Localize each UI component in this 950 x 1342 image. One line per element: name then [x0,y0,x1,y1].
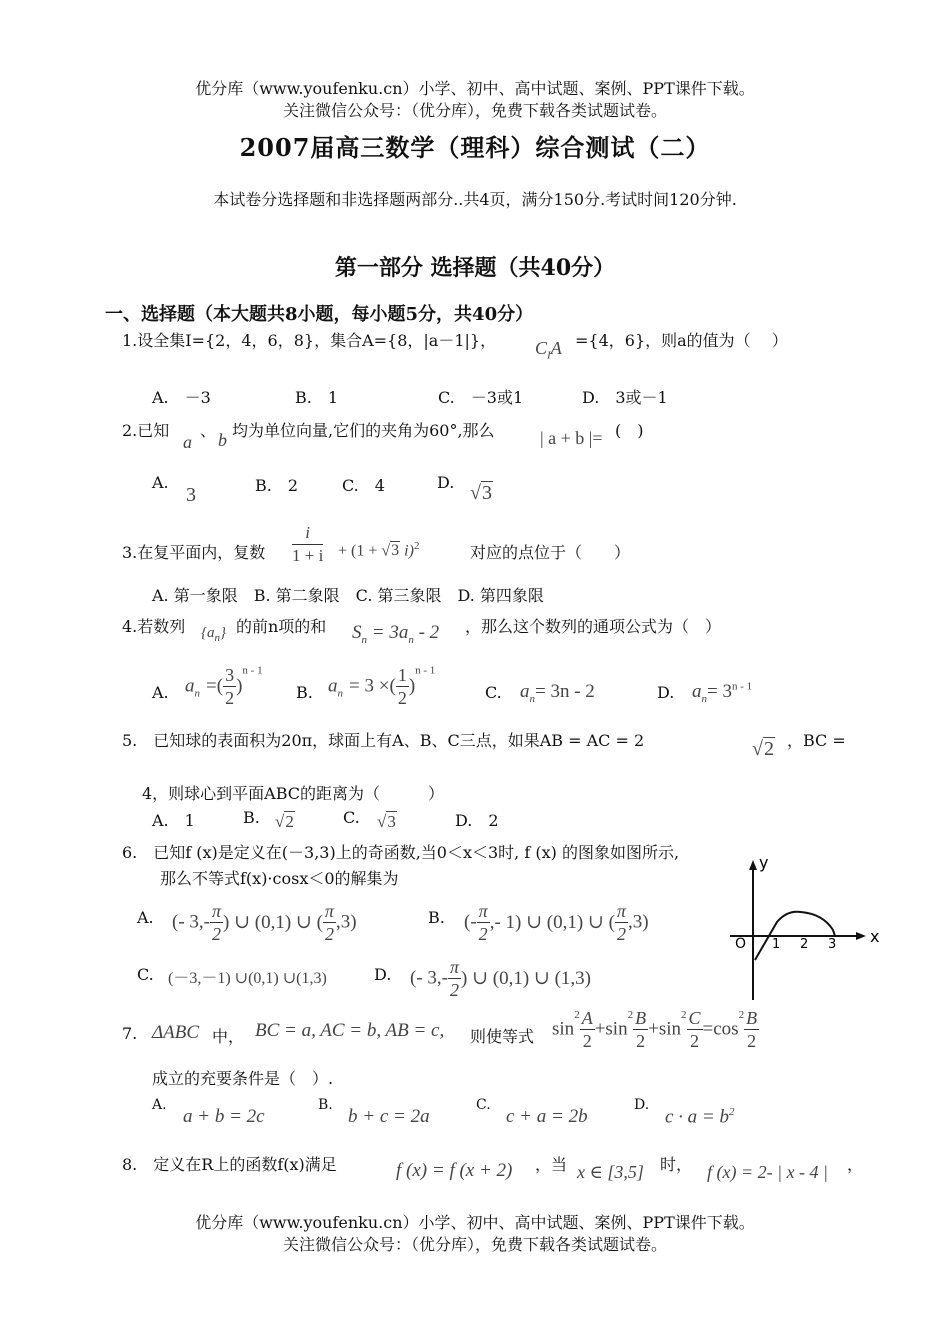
q5-option-a: A. 1 [152,811,195,830]
q7-conditions: BC = a, AC = b, AB = c, [255,1020,445,1041]
q2-expression: | a + b |= [540,428,603,448]
q1-option-a: A. －3 [152,388,211,407]
q6-option-b-label: B. [428,908,445,927]
q3-expression: + (1 + √3 i)$^2$ [338,540,420,560]
q5-option-d: D. 2 [455,811,499,830]
y-axis-arrow [749,860,757,870]
q5-line-2: 4，则球心到平面ABC的距离为（ ） [142,784,445,803]
q8-stem-start: 8. 定义在R上的函数f(x)满足 [122,1155,337,1174]
q7-option-c: c + a = 2b [506,1106,588,1127]
q6-option-a-label: A. [137,908,154,927]
tick-label-2: 2 [800,937,809,952]
q3-fraction: $\frac{i}{1 + i}$ [292,523,324,565]
q4-stem-start: 4.若数列 [122,617,186,636]
q4-option-a: $a_n$ =( $\frac{3}{2}$ )$^{n - 1}$ [185,664,263,708]
q2-stem-start: 2.已知 [122,421,170,440]
q2-option-b: B. 2 [255,476,299,495]
x-label: x [870,927,880,946]
question-1 [122,328,496,351]
q6-line-2: 那么不等式f(x)·cosx＜0的解集为 [160,869,399,888]
q7-option-a: a + b = 2c [183,1106,265,1127]
q2-option-c: C. 4 [342,476,385,495]
q4-option-a-label: A. [152,683,169,702]
q7-zhong: 中， [212,1027,245,1046]
footer-line-2: 关注微信公众号：（优分库），免费下载各类试题试卷。 [282,1235,667,1254]
q4-option-d-label: D. [657,683,675,702]
q6-option-d: (- 3,- $\frac{\pi}{2}$ ) ∪ (0,1) ∪ (1,3) [410,957,591,1000]
q4-sum-formula: $S_n = 3a_n - 2$ [352,622,440,646]
q6-option-a: (- 3,- $\frac{\pi}{2}$ ) ∪ (0,1) ∪ ( $\frac{\pi}{2}$ ,3) [172,901,357,944]
q2-stem-end: ( ) [615,421,644,440]
q7-option-d-label: D. [634,1097,650,1113]
q2-vector-a: a [183,432,192,452]
q1-option-c: C. －3或1 [438,388,524,407]
q6-option-c-label: C. [137,965,154,984]
q4-option-b: $a_n = 3$ ×( $\frac{1}{2}$ )$^{n - 1}$ [328,664,436,708]
q8-expr-1: f (x) = f (x + 2) [396,1160,513,1181]
q3-stem-end: 对应的点位于（ ） [470,543,631,562]
q6-option-b: (- $\frac{\pi}{2}$ ,- 1) ∪ (0,1) ∪ ( $\frac{\pi}{2}$ ,3) [464,901,649,944]
x-axis-arrow [856,932,866,940]
part-heading: 第一部分 选择题（共40分） [334,255,616,281]
q4-option-d: $a_n= 3^{n - 1}$ [692,680,753,705]
q1-option-d: D. 3或－1 [582,388,668,407]
q4-stem-mid: 的前n项的和 [236,617,327,636]
section-heading: 一、选择题（本大题共8小题，每小题5分，共40分） [105,304,534,325]
q5-option-b: B. [243,808,260,827]
q4-stem-end: ，那么这个数列的通项公式为（ ） [465,617,722,636]
q7-number: 7. [122,1024,138,1043]
q7-option-b-label: B. [318,1097,333,1113]
q7-option-d: $c \cdot a = b^2$ [665,1106,735,1128]
q6-option-c: (－3,－1) ∪(0,1) ∪(1,3) [168,970,327,987]
q5-line-1: 5. 已知球的表面积为20π，球面上有A、B、C三点，如果AB = AC = 2 [122,731,645,750]
q7-triangle: ΔABC [152,1022,200,1043]
q5-option-b-sqrt: √2 [275,812,294,831]
q7-line-2: 成立的充要条件是（ ）. [152,1069,334,1088]
tick-label-3: 3 [828,937,837,952]
q4-sequence: $\{a_n\}$ [201,625,226,644]
q5-sqrt-2: √2 [752,738,774,760]
q7-stem-mid: 则使等式 [470,1027,535,1046]
q1-complement: $C_IA$ [535,338,562,362]
q2-sep: 、 [200,421,217,440]
q2-option-d-sqrt: √3 [470,482,492,504]
q5-option-c: C. [343,808,360,827]
q2-option-d: D. [437,473,455,492]
q8-tail: ， [847,1155,864,1174]
tick-label-1: 1 [772,937,781,952]
q8-stem-mid: ，当 [535,1155,568,1174]
q8-expr-3: f (x) = 2- | x - 4 | [707,1162,828,1182]
q6-line-1: 6. 已知f (x)是定义在(－3,3)上的奇函数,当0＜x＜3时, f (x) 的图象如图所示, [122,843,680,862]
footer-line-1: 优分库（www.youfenku.cn）小学、初中、高中试题、案例、PPT课件下载。 [195,1213,755,1232]
origin-label: O [735,936,747,952]
intro-text: 本试卷分选择题和非选择题两部分..共4页，满分150分.考试时间120分钟. [213,190,737,209]
q7-option-b: b + c = 2a [348,1106,430,1127]
q2-vector-b: b [218,430,227,450]
header-line-1: 优分库（www.youfenku.cn）小学、初中、高中试题、案例、PPT课件下载。 [195,79,755,98]
q8-stem-end: 时， [660,1155,693,1174]
q1-stem-end: ={4，6}，则a的值为（ ） [575,331,788,350]
q7-option-c-label: C. [476,1097,491,1113]
q4-option-c-label: C. [485,683,502,702]
q2-option-a-value: 3 [186,484,196,506]
q4-option-c: $a_n= 3n - 2$ [520,681,595,705]
q5-line-1-end: ，BC = [787,731,846,750]
y-label: y [759,853,769,872]
q2-option-a: A. [152,473,169,492]
q3-stem-start: 3.在复平面内，复数 [122,543,266,562]
q5-option-c-sqrt: √3 [377,812,396,831]
q6-function-graph [725,852,890,1002]
q1-stem: 1.设全集I={2，4，6，8}，集合A={8，|a－1|}， [122,331,497,350]
q1-option-b: B. 1 [295,388,339,407]
q4-option-b-label: B. [296,683,313,702]
q2-stem-mid: 均为单位向量,它们的夹角为60°,那么 [232,421,495,440]
q7-equation: $\sin^2$ $\frac{A}{2}$ $+\sin^2$ $\frac{B}{2}$ $+\sin^2$ $\frac{C}{2}$ $=\cos^2$ $\frac{B}{2}$ [552,1008,758,1051]
header-line-2: 关注微信公众号：（优分库），免费下载各类试题试卷。 [282,101,667,120]
q8-expr-2: x ∈ [3,5] [577,1162,644,1182]
page-title: 2007届高三数学（理科）综合测试（二） [239,133,711,162]
q3-options: A. 第一象限 B. 第二象限 C. 第三象限 D. 第四象限 [152,586,544,605]
q6-option-d-label: D. [374,965,392,984]
q7-option-a-label: A. [152,1097,167,1113]
